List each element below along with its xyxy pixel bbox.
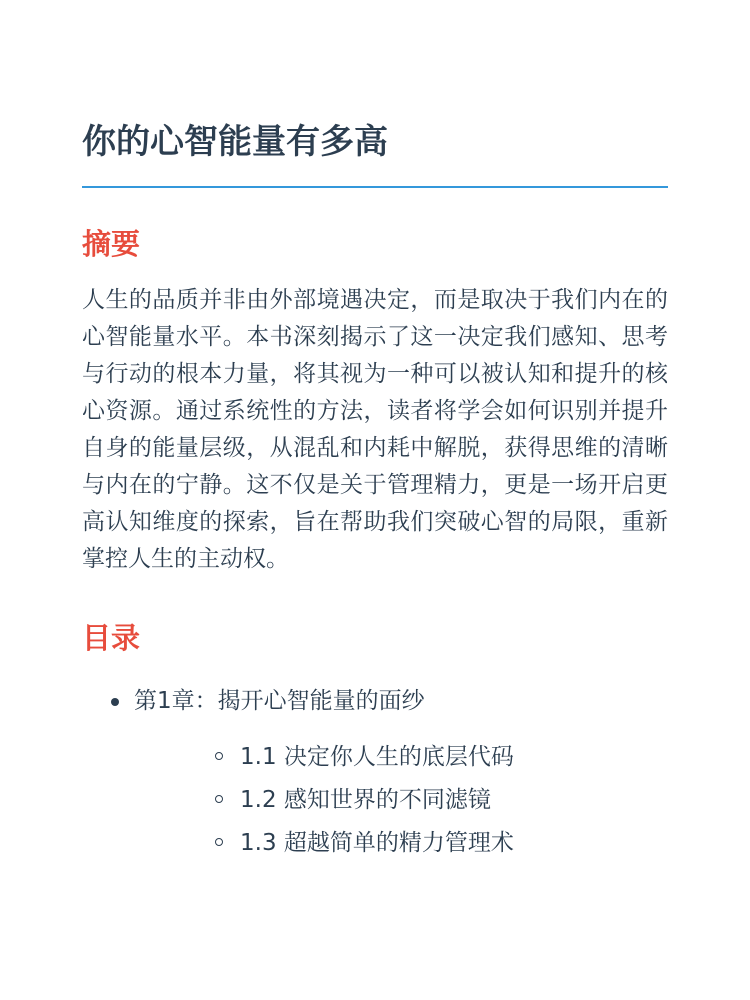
toc-heading: 目录 [82,621,141,655]
toc-chapter-1 [82,684,668,865]
toc-section-item [134,822,668,865]
toc-section-item [134,736,668,779]
abstract-heading: 摘要 [82,227,141,261]
bullet-disc-icon [111,698,119,706]
toc-section-label: 1.2 感知世界的不同滤镜 [240,787,491,813]
toc-section-list [134,736,668,865]
abstract-text: 人生的品质并非由外部境遇决定，而是取决于我们内在的心智能量水平。本书深刻揭示了这一决定我们感知、思考与行动的根本力量，将其视为一种可以被认知和提升的核心资源。通过系统性的方法，读者将学会如何识别并提升自身的能量层级，从混乱和内耗中解脱，获得思维的清晰与内在的宁静。这不仅是关于管理精力，更是一场开启更高认知维度的探索，旨在帮助我们突破心智的局限，重新掌控人生的主动权。 [82,287,668,572]
toc-section-label: 1.1 决定你人生的底层代码 [240,744,514,770]
bullet-circle-icon [215,752,223,760]
chapter-title: 第1章：揭开心智能量的面纱 [134,688,425,714]
bullet-circle-icon [215,838,223,846]
title-divider [82,186,668,188]
page-title: 你的心智能量有多高 [82,122,388,162]
toc-list [82,684,668,865]
bullet-circle-icon [215,795,223,803]
toc-section-label: 1.3 超越简单的精力管理术 [240,830,514,856]
toc-section-item [134,779,668,822]
